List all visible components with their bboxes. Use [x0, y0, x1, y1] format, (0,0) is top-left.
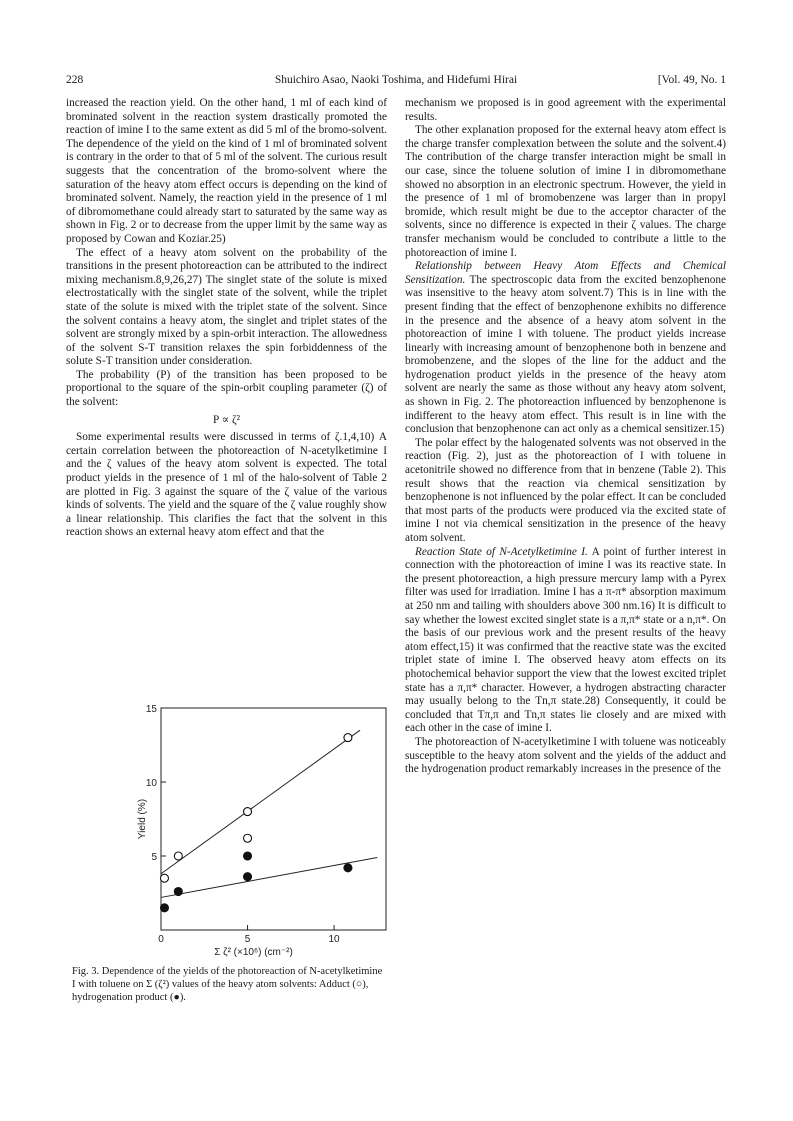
section-title: Reaction State of N-Acetylketimine I.: [415, 545, 588, 558]
paragraph: The polar effect by the halogenated solvents was not observed in the reaction (Fig. 2), just as the photoreaction of I with toluene in acetonitrile showed no difference from that in benzene (Table 2). This result shows that the reaction via chemical sensitization by benzophenone is not influenced by the polar effect. It can be concluded that most parts of the products were produced via the excited state of imine I not via chemical sensitization in the presence of the heavy atom solvent.: [405, 436, 726, 544]
adduct-point: [244, 808, 252, 816]
equation: P ∝ ζ²: [212, 413, 241, 426]
x-tick-label: 0: [158, 934, 164, 945]
hydrogenation-point: [174, 888, 182, 896]
section-title: Relationship between Heavy Atom Effects and Chemical Sensitization.: [405, 260, 726, 286]
paragraph: mechanism we proposed is in good agreement with the experimental results.: [405, 97, 726, 123]
adduct-point: [160, 874, 168, 882]
paragraph: Some experimental results were discussed in terms of ζ.1,4,10) A certain correlation between the photoreaction of N-acetylketimine I and the ζ values of the heavy atom solvent is expected. The total product yields in the presence of 1 ml of the halo-solvent of Table 2 are plotted in Fig. 3 against the square of the ζ value of the various kinds of solvents. The yield and the square of the ζ value roughly show a linear relationship. This clarifies the fact that the solvent in this reaction shows an external heavy atom effect and that the: [66, 431, 387, 539]
paragraph: The probability (P) of the transition has been proposed to be proportional to the square of the spin-orbit coupling parameter (ζ) of the solvent:: [66, 368, 387, 409]
hydrogenation-point: [244, 852, 252, 860]
paragraph: [405, 260, 726, 437]
paragraph: The other explanation proposed for the external heavy atom effect is the charge transfer complexation between the solute and the solvent.4) The contribution of the charge transfer interaction might be small in our case, since the toluene solution of imine I in dibromomethane showed no absorption in an electronic spectrum. However, the yield in the presence of 1 ml of bromobenzene was larger than in propyl bromide, which result might be due to the acceptor character of the solvents, since no difference is expected in their ζ values. The charge transfer mechanism would be concluded to contribute a little to the photoreaction of imine I.: [405, 124, 726, 259]
y-tick-label: 10: [145, 778, 157, 789]
adduct-point: [344, 734, 352, 742]
y-tick-label: 15: [145, 704, 157, 715]
y-axis-label: Yield (%): [137, 798, 148, 840]
y-tick-label: 5: [151, 852, 157, 863]
hydrogenation-fit-line: [161, 857, 377, 897]
running-header: [66, 74, 726, 90]
x-tick-label: 10: [328, 934, 340, 945]
adduct-point: [244, 834, 252, 842]
adduct-fit-line: [161, 730, 360, 874]
figure-caption: Fig. 3. Dependence of the yields of the photoreaction of N-acetylketimine I with toluene on Σ (ζ²) values of the heavy atom solvents: Adduct (○), hydrogenation product (●).: [72, 966, 383, 1004]
right-column: [405, 97, 726, 777]
volume-info: [Vol. 49, No. 1: [657, 74, 726, 86]
paragraph: The photoreaction of N-acetylketimine I with toluene was noticeably susceptible to the heavy atom solvent and the yields of the adduct and the hydrogenation product remarkably increases in the presence of the: [405, 735, 726, 776]
paragraph-body: A point of further interest in connection with the photoreaction of imine I was its reactive state. In the present photoreaction, a high pressure mercury lamp with a Pyrex filter was used for irradiation. Imine I has a π-π* absorption maximum at 250 nm and tailing with shoulders above 300 nm.16) It is difficult to say whether the lowest excited singlet state is a π,π* state or a n,π*. On the basis of our previous work and the present results of the heavy atom effect,15) it was confirmed that the reactive state was the excited triplet state of imine I. The observed heavy atom effects on its photochemical behavior support the view that the lowest excited triplet state has a π,π* character. However, a hydrogen abstracting character may usually belong to the Tn,π state.28) Consequently, it could be concluded that Tπ,π and Tn,π states lie closely and are mixed with each other in the case of imine I.: [405, 545, 727, 735]
x-tick-label: 5: [244, 934, 251, 945]
x-axis-label: Σ ζ² (×10⁶) (cm⁻²): [214, 947, 293, 958]
paragraph: The effect of a heavy atom solvent on the probability of the transitions in the present photoreaction can be attributed to the indirect mixing mechanism.8,9,26,27) The singlet state of the solute is mixed electrostatically with the singlet state of the solvent, while the triplet state of the solute is mixed with the triplet state of the solvent. Since the solvent contains a heavy atom, the singlet and triplet states of the solvent are strongly mixed by a spin-orbit interaction. The allowedness of the solvent S-T transition relaxes the spin forbiddenness of the solute S-T transition under consideration.: [66, 246, 387, 368]
paragraph-body: The spectroscopic data from the excited benzophenone was insensitive to the heavy atom solvent.7) This is in line with the present finding that the effect of benzophenone exhibits no difference in the presence and the absence of a heavy atom solvent in the photoreaction of imine I with toluene. The product yields increase linearly with increasing amount of benzophenone both in benzene and bromobenzene, and the slopes of the line for the adduct and the hydrogenation product yields in the presence of the heavy atom solvent are nearly the same as those without any heavy atom solvent, as shown in Fig. 2. The photoreaction influenced by benzophenone is indifferent to the heavy atom effect. This result is in line with the conclusion that benzophenone can act only as a chemical sensitizer.15): [405, 273, 726, 436]
plot-frame: [161, 708, 386, 930]
paragraph: increased the reaction yield. On the other hand, 1 ml of each kind of brominated solvent in the reaction system drastically promoted the reaction of imine I to the same extent as did 5 ml of the bromo-solvent. The dependence of the yield on the kind of 1 ml of brominated solvent is contrary in the order to that of 5 ml of the solvent. The curious result suggests that the concentration of the bromo-solvent where the saturation of the heavy atom effect occurs is depending on the kind of brominated solvent. Namely, the reaction yield in the presence of 1 ml of dibromomethane could already start to saturated by the same way as shown in Fig. 2 or to decrease from the upper limit by the same way as proposed by Cowan and Koziar.25): [66, 97, 387, 245]
hydrogenation-point: [244, 873, 252, 881]
page-number: 228: [66, 74, 84, 86]
hydrogenation-point: [344, 864, 352, 872]
running-authors: Shuichiro Asao, Naoki Toshima, and Hidefumi Hirai: [274, 74, 518, 86]
hydrogenation-point: [160, 904, 168, 912]
yield-chart: [66, 700, 387, 960]
left-column: [66, 97, 387, 540]
adduct-point: [174, 852, 182, 860]
paragraph: [405, 546, 726, 736]
